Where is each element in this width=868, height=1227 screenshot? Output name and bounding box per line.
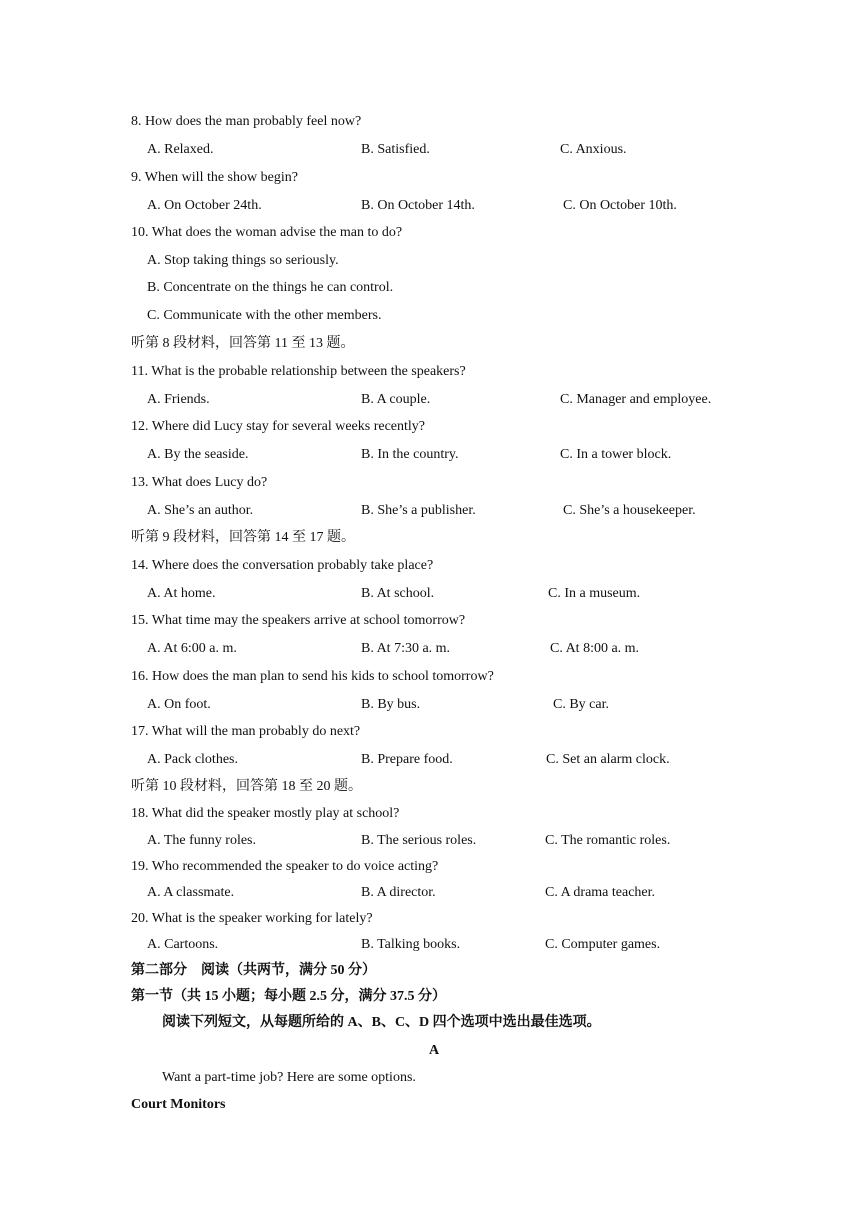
q11-option-a: A. Friends.: [147, 392, 210, 407]
question-17: 17. What will the man probably do next?: [131, 724, 361, 739]
passage-subheading: Court Monitors: [131, 1097, 226, 1112]
passage-intro: Want a part-time job? Here are some options.: [162, 1070, 416, 1085]
q16-option-c: C. By car.: [553, 697, 609, 712]
q12-option-a: A. By the seaside.: [147, 447, 249, 462]
q18-option-b: B. The serious roles.: [361, 833, 477, 848]
q14-option-a: A. At home.: [147, 586, 216, 601]
question-11: 11. What is the probable relationship between the speakers?: [131, 364, 466, 379]
q17-option-b: B. Prepare food.: [361, 752, 453, 767]
q8-option-c: C. Anxious.: [560, 142, 627, 157]
listening-note-10: 听第 10 段材料，回答第 18 至 20 题。: [131, 779, 362, 794]
question-9: 9. When will the show begin?: [131, 170, 298, 185]
question-12: 12. Where did Lucy stay for several weeks recently?: [131, 419, 426, 434]
q8-option-a: A. Relaxed.: [147, 142, 214, 157]
q11-option-c: C. Manager and employee.: [560, 392, 712, 407]
section1-heading: 第一节（共 15 小题；每小题 2.5 分，满分 37.5 分）: [131, 989, 446, 1004]
listening-note-8: 听第 8 段材料，回答第 11 至 13 题。: [131, 336, 355, 351]
question-10: 10. What does the woman advise the man to do?: [131, 225, 403, 240]
q18-option-c: C. The romantic roles.: [545, 833, 671, 848]
q11-option-b: B. A couple.: [361, 392, 431, 407]
q17-option-c: C. Set an alarm clock.: [546, 752, 670, 767]
q15-option-c: C. At 8:00 a. m.: [550, 641, 640, 656]
question-13: 13. What does Lucy do?: [131, 475, 268, 490]
q9-option-b: B. On October 14th.: [361, 198, 475, 213]
q10-option-b: B. Concentrate on the things he can control.: [147, 280, 394, 295]
q9-option-c: C. On October 10th.: [563, 198, 677, 213]
q19-option-b: B. A director.: [361, 885, 436, 900]
q15-option-b: B. At 7:30 a. m.: [361, 641, 451, 656]
part2-heading: 第二部分 阅读（共两节，满分 50 分）: [131, 963, 376, 978]
q13-option-c: C. She’s a housekeeper.: [563, 503, 696, 518]
q12-option-b: B. In the country.: [361, 447, 459, 462]
question-18: 18. What did the speaker mostly play at school?: [131, 806, 400, 821]
question-8: 8. How does the man probably feel now?: [131, 114, 362, 129]
question-16: 16. How does the man plan to send his kids to school tomorrow?: [131, 669, 494, 684]
question-15: 15. What time may the speakers arrive at school tomorrow?: [131, 613, 466, 628]
q8-option-b: B. Satisfied.: [361, 142, 430, 157]
question-20: 20. What is the speaker working for lately?: [131, 911, 373, 926]
q13-option-a: A. She’s an author.: [147, 503, 254, 518]
q20-option-c: C. Computer games.: [545, 937, 661, 952]
q20-option-a: A. Cartoons.: [147, 937, 219, 952]
q9-option-a: A. On October 24th.: [147, 198, 262, 213]
question-19: 19. Who recommended the speaker to do voice acting?: [131, 859, 439, 874]
q17-option-a: A. Pack clothes.: [147, 752, 238, 767]
question-14: 14. Where does the conversation probably take place?: [131, 558, 434, 573]
q20-option-b: B. Talking books.: [361, 937, 461, 952]
q14-option-c: C. In a museum.: [548, 586, 641, 601]
q10-option-a: A. Stop taking things so seriously.: [147, 253, 339, 268]
listening-note-9: 听第 9 段材料，回答第 14 至 17 题。: [131, 530, 355, 545]
q19-option-a: A. A classmate.: [147, 885, 235, 900]
q18-option-a: A. The funny roles.: [147, 833, 256, 848]
q19-option-c: C. A drama teacher.: [545, 885, 656, 900]
q12-option-c: C. In a tower block.: [560, 447, 672, 462]
q10-option-c: C. Communicate with the other members.: [147, 308, 382, 323]
reading-instruction: 阅读下列短文，从每题所给的 A、B、C、D 四个选项中选出最佳选项。: [162, 1015, 601, 1030]
q13-option-b: B. She’s a publisher.: [361, 503, 476, 518]
q16-option-b: B. By bus.: [361, 697, 421, 712]
q15-option-a: A. At 6:00 a. m.: [147, 641, 237, 656]
passage-label: A: [428, 1043, 440, 1058]
q14-option-b: B. At school.: [361, 586, 435, 601]
q16-option-a: A. On foot.: [147, 697, 211, 712]
